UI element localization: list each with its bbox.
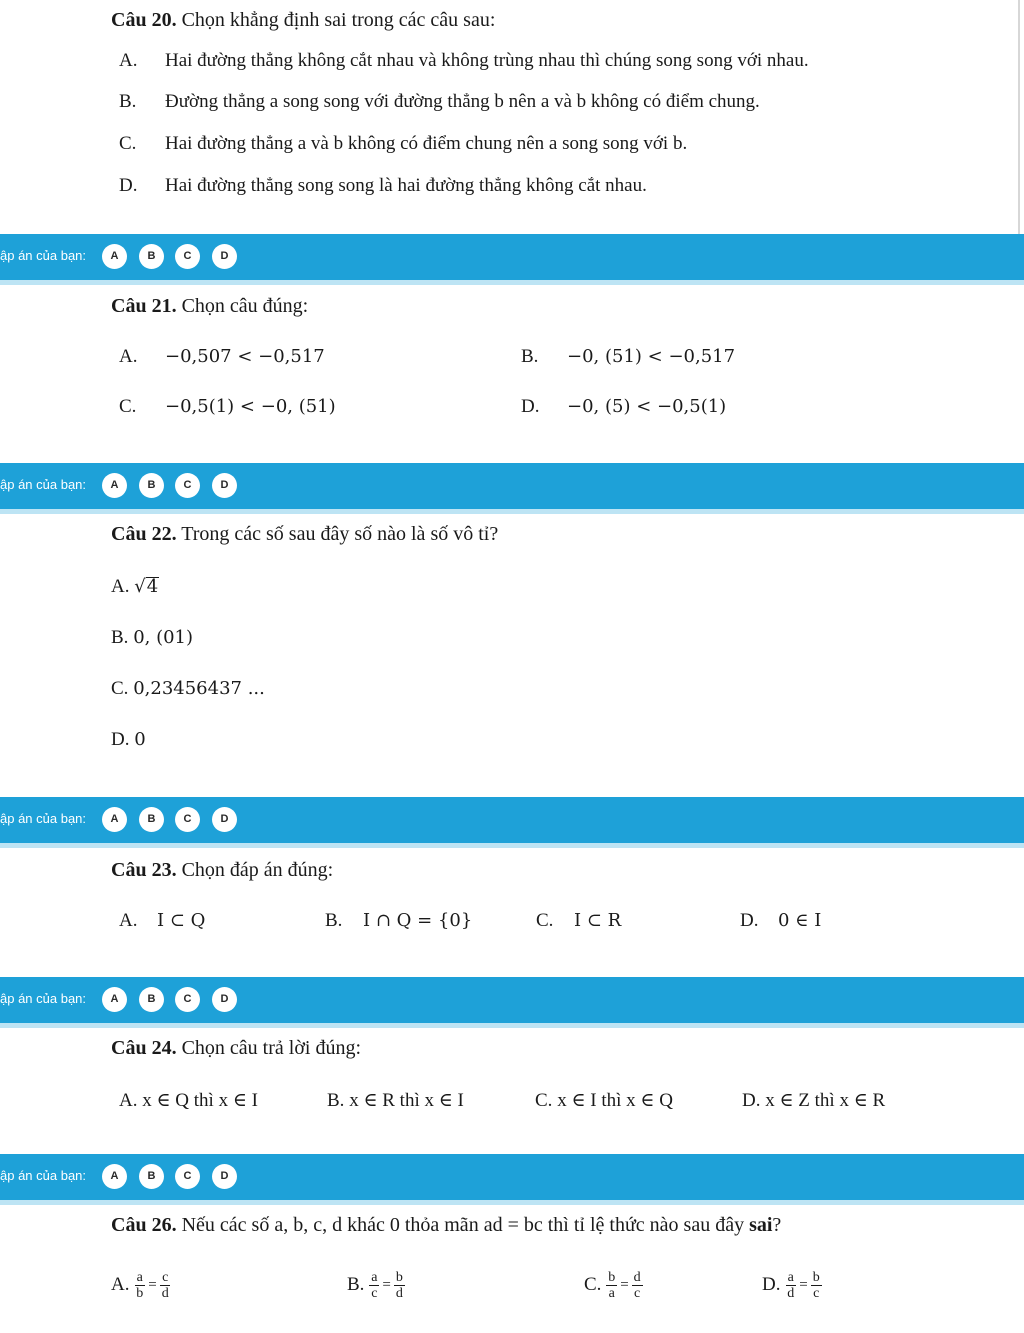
- question-23-option-a: A. I ⊂ Q: [119, 910, 206, 931]
- question-22-label: Câu 22.: [111, 523, 177, 545]
- question-24-text: Chọn câu trả lời đúng:: [181, 1037, 362, 1059]
- answer-choice-a[interactable]: A: [102, 473, 127, 498]
- question-23-option-b: B. I ∩ Q = {0}: [325, 910, 473, 931]
- question-26-label: Câu 26.: [111, 1214, 177, 1236]
- sqrt-sign: √: [134, 576, 146, 597]
- question-24-option-d: D. x ∈ Z thì x ∈ R: [742, 1090, 886, 1111]
- question-26-option-d: D. $\frac{a}{d}$ = $\frac{b}{c}$: [762, 1270, 820, 1301]
- fraction-right: $\frac{b}{d}$: [395, 1270, 403, 1301]
- question-21-option-c: C. −0,5(1) < −0, (51): [119, 396, 336, 417]
- question-23-option-d: D. 0 ∈ I: [740, 910, 822, 931]
- question-20-option-d: D. Hai đường thẳng song song là hai đường thẳng không cắt nhau.: [119, 175, 647, 196]
- answer-bar-label: ập án của bạn:: [0, 477, 87, 492]
- question-22-option-d: D. 0: [111, 729, 146, 750]
- answer-choice-d[interactable]: D: [212, 473, 237, 498]
- question-24-option-c: C. x ∈ I thì x ∈ Q: [535, 1090, 673, 1111]
- page-edge-divider: [1018, 0, 1020, 235]
- fraction-left: $\frac{a}{b}$: [136, 1270, 144, 1301]
- question-26-title: Câu 26. Nếu các số a, b, c, d khác 0 thỏa mãn ad = bc thì tỉ lệ thức nào sau đây sai?: [111, 1214, 782, 1236]
- question-22-option-c: C. 0,23456437 ...: [111, 678, 265, 699]
- question-26-text: Nếu các số a, b, c, d khác 0 thỏa mãn ad = bc thì tỉ lệ thức nào sau đây: [181, 1214, 750, 1236]
- answer-bar-label: ập án của bạn:: [0, 991, 87, 1006]
- answer-choice-b[interactable]: B: [139, 987, 164, 1012]
- fraction-left: $\frac{b}{a}$: [608, 1270, 616, 1301]
- question-26-option-c: C. $\frac{b}{a}$ = $\frac{d}{c}$: [584, 1270, 641, 1301]
- fraction-left: $\frac{a}{c}$: [371, 1270, 378, 1301]
- answer-choice-c[interactable]: C: [175, 807, 200, 832]
- question-24-option-a: A. x ∈ Q thì x ∈ I: [119, 1090, 258, 1111]
- question-21-option-b: B. −0, (51) < −0,517: [521, 346, 736, 367]
- question-26-emphasis: sai: [749, 1214, 773, 1236]
- question-21-option-d: D. −0, (5) < −0,5(1): [521, 396, 727, 417]
- question-26-option-a: A. $\frac{a}{b}$ = $\frac{c}{d}$: [111, 1270, 169, 1301]
- question-24-title: [111, 1037, 361, 1060]
- question-21-option-a: A. −0,507 < −0,517: [119, 346, 325, 367]
- answer-choice-d[interactable]: D: [212, 807, 237, 832]
- question-24-option-b: B. x ∈ R thì x ∈ I: [327, 1090, 464, 1111]
- answer-choice-d[interactable]: D: [212, 244, 237, 269]
- answer-bar-q24: [0, 1154, 1024, 1205]
- answer-choice-c[interactable]: C: [175, 987, 200, 1012]
- answer-bar-q22: [0, 797, 1024, 848]
- question-20-title: [111, 9, 495, 32]
- answer-bar-q23: [0, 977, 1024, 1028]
- question-21-text: Chọn câu đúng:: [181, 295, 309, 317]
- fraction-right: $\frac{b}{c}$: [812, 1270, 820, 1301]
- answer-choice-a[interactable]: A: [102, 244, 127, 269]
- answer-bar-q20: [0, 234, 1024, 285]
- question-22-option-a: A. √4: [111, 576, 159, 597]
- question-24-label: Câu 24.: [111, 1037, 177, 1059]
- answer-bar-q21: [0, 463, 1024, 514]
- answer-choice-a[interactable]: A: [102, 1164, 127, 1189]
- question-20-label: Câu 20.: [111, 9, 177, 31]
- question-20-option-a: A. Hai đường thẳng không cắt nhau và không trùng nhau thì chúng song song với nhau.: [119, 50, 809, 71]
- fraction-right: $\frac{d}{c}$: [633, 1270, 641, 1301]
- answer-choice-b[interactable]: B: [139, 1164, 164, 1189]
- question-22-title: [111, 523, 498, 546]
- question-20-option-c: C. Hai đường thẳng a và b không có điểm chung nên a song song với b.: [119, 133, 688, 154]
- question-23-option-c: C. I ⊂ R: [536, 910, 622, 931]
- answer-choice-c[interactable]: C: [175, 1164, 200, 1189]
- answer-choice-c[interactable]: C: [175, 244, 200, 269]
- question-23-label: Câu 23.: [111, 859, 177, 881]
- sqrt-radicand: 4: [146, 576, 159, 597]
- answer-choice-c[interactable]: C: [175, 473, 200, 498]
- question-20-text: Chọn khẳng định sai trong các câu sau:: [181, 9, 496, 31]
- question-20-option-b: B. Đường thẳng a song song với đường thẳng b nên a và b không có điểm chung.: [119, 91, 760, 112]
- answer-choice-b[interactable]: B: [139, 473, 164, 498]
- answer-choice-b[interactable]: B: [139, 807, 164, 832]
- answer-choice-b[interactable]: B: [139, 244, 164, 269]
- question-26-option-b: B. $\frac{a}{c}$ = $\frac{b}{d}$: [347, 1270, 403, 1301]
- answer-bar-label: ập án của bạn:: [0, 1168, 87, 1183]
- answer-choice-d[interactable]: D: [212, 1164, 237, 1189]
- answer-bar-label: ập án của bạn:: [0, 811, 87, 826]
- answer-choice-d[interactable]: D: [212, 987, 237, 1012]
- answer-choice-a[interactable]: A: [102, 987, 127, 1012]
- question-23-title: [111, 859, 333, 882]
- question-22-option-b: B. 0, (01): [111, 627, 194, 648]
- answer-bar-label: ập án của bạn:: [0, 248, 87, 263]
- question-22-text: Trong các số sau đây số nào là số vô tỉ?: [181, 523, 499, 545]
- question-21-title: [111, 295, 308, 318]
- fraction-left: $\frac{a}{d}$: [787, 1270, 795, 1301]
- question-21-label: Câu 21.: [111, 295, 177, 317]
- question-23-text: Chọn đáp án đúng:: [181, 859, 334, 881]
- answer-choice-a[interactable]: A: [102, 807, 127, 832]
- fraction-right: $\frac{c}{d}$: [161, 1270, 169, 1301]
